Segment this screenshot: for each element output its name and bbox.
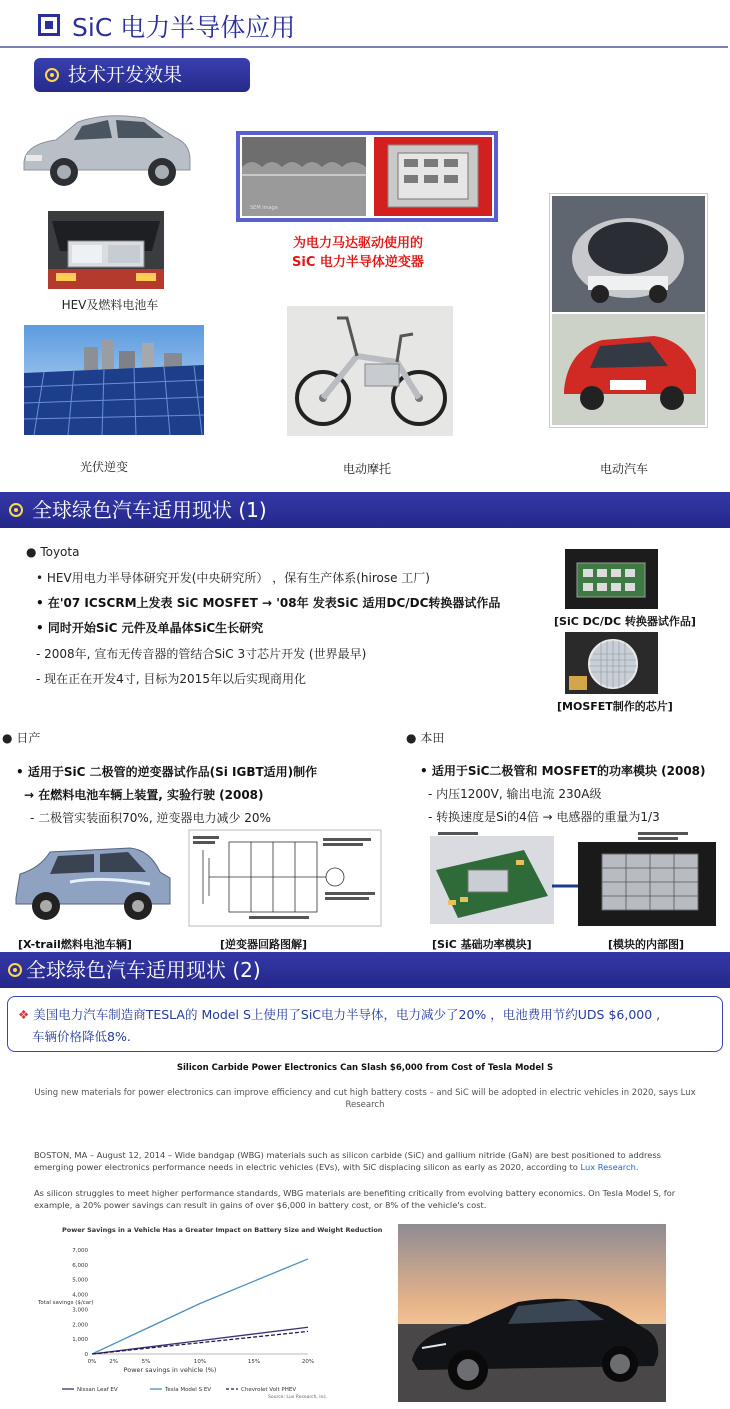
section-bar-global-1 [0,492,730,528]
bullet-circle-icon [9,503,23,517]
chart-legend-label: Chevrolet Volt PHEV [241,1387,297,1393]
toyota-line: - 现在正在开发4寸, 目标为2015年以后实现商用化 [36,672,306,686]
article-p1-line2-text: emerging power electronics performance needs in electric vehicles (EVs), with SiC displacing silicon as early as 2020, according to [34,1162,578,1172]
bullet-dot-icon: ● [2,731,13,745]
toyota-line: • HEV用电力半导体研究开发(中央研究所） ，保有生产体系(hirose 工厂) [36,571,430,585]
article-title: Silicon Carbide Power Electronics Can Slash $6,000 from Cost of Tesla Model S [176,1063,554,1073]
xtrail-caption: [X-trail燃料电池车辆] [18,938,132,951]
diamond-bullet-icon: ❖ [18,1007,30,1022]
chart-ylabel [37,1300,94,1306]
ev-caption: 电动汽车 [599,462,648,476]
toyota-name: Toyota [40,545,80,559]
article-p1-line1: BOSTON, MA – August 12, 2014 – Wide bandgap (WBG) materials such as silicon carbide (SiC) and gallium nitride (GaN) are best positioned to address [34,1150,661,1160]
inverter-circuit-diagram [189,830,381,926]
chart-series-line [92,1259,308,1354]
chart-x-tick-label: 20% [301,1359,315,1365]
sic-dcdc-photo [565,549,658,609]
bullet-dot-icon: ● [26,545,37,559]
bullet-circle-icon [8,963,22,977]
chart-y-tick-label: 6,000 [72,1262,88,1269]
chart-x-tick-label: 0% [87,1359,97,1365]
honda-module-caption: [SiC 基础功率模块] [432,938,532,951]
section-bar-global-2 [0,952,730,988]
honda-line: - 转换速度是Si的4倍 → 电感器的重量为1/3 [428,810,660,824]
toyota-line: • 同时开始SiC 元件及单晶体SiC生长研究 [36,621,264,635]
chart-y-tick-label: 2,000 [72,1322,88,1329]
toyota-heading [26,545,79,559]
sedan-photo [16,100,196,192]
lux-research-link[interactable]: Lux Research. [580,1162,639,1172]
article-subtitle [20,1087,710,1111]
nissan-heading [2,729,40,746]
chart-legend-label: Nissan Leaf EV [77,1387,118,1393]
inverter-photo [240,135,494,218]
inverter-caption-line2: SiC 电力半导体逆变器 [292,255,424,270]
tesla-line2: 车辆价格降低8%. [32,1029,131,1044]
chart-x-tick-label: 10% [193,1359,207,1365]
section-pill-label: 技术开发效果 [68,64,183,86]
nissan-line: → 在燃料电池车辆上装置, 实验行驶 (2008) [24,788,264,802]
chart-x-tick-label: 5% [141,1359,151,1365]
chart-y-tick-label: 1,000 [72,1337,88,1344]
mosfet-caption: [MOSFET制作的芯片] [557,700,673,713]
tesla-summary-text [18,1004,718,1048]
inverter-caption-line1: 为电力马达驱动使用的 [292,236,423,251]
nissan-line: - 二极管实装面积70%, 逆变器电力减少 20% [30,811,271,825]
power-savings-chart [30,1222,383,1402]
chart-ylabel-line: Total savings ($/car) [38,1300,94,1306]
chart-legend-label: Tesla Model S EV [165,1387,212,1393]
chart-y-tick-label: 0 [84,1352,88,1358]
circuit-caption: [逆变器回路图解] [220,938,308,951]
article-paragraph-1 [34,1149,714,1173]
section-bar-label: 全球绿色汽车适用现状 (1) [32,498,267,522]
sic-dcdc-caption: [SiC DC/DC 转换器试作品] [554,615,696,628]
chart-x-tick-label: 15% [247,1359,261,1365]
honda-name: 本田 [420,731,445,745]
toyota-line: • 在'07 ICSCRM上发表 SiC MOSFET → '08年 发表SiC 适用DC/DC转换器试作品 [36,596,501,610]
honda-module-photos [428,830,718,928]
nissan-name: 日产 [16,731,41,745]
section-pill-tech-effects [34,58,250,92]
article-subtitle-line1: Using new materials for power electronics can improve efficiency and cut high battery costs – and SiC will be adopted in electric vehicles in 2020, says Lux [34,1088,696,1098]
article-subtitle-line2: Research [345,1100,385,1110]
honda-internal-caption: [模块的内部图] [608,938,685,951]
tesla-line1: 美国电力汽车制造商TESLA的 Model S上使用了SiC电力半导体，电力减少了20% ，电池费用节约UDS $6,000 , [33,1007,661,1022]
toyota-line: - 2008年, 宣布无传音器的管结合SiC 3寸芯片开发 (世界最早) [36,647,367,661]
chart-y-tick-label: 3,000 [72,1307,88,1314]
page-title: SiC 电力半导体应用 [72,13,296,42]
honda-heading [406,729,444,746]
chart-y-tick-label: 4,000 [72,1292,88,1299]
ev-photo-frame [549,193,708,428]
xtrail-photo [10,838,176,926]
title-divider [0,46,728,48]
chart-title: Power Savings in a Vehicle Has a Greater Impact on Battery Size and Weight Reduction [62,1226,383,1234]
hev-battery-photo [48,211,164,289]
honda-line: - 内压1200V, 输出电流 230A级 [428,787,602,801]
honda-line: • 适用于SiC二极管和 MOSFET的功率模块 (2008) [420,764,706,778]
bike-caption: 电动摩托 [342,462,391,476]
tesla-summary-line1 [18,1004,718,1026]
chart-xlabel: Power savings in vehicle (%) [123,1366,217,1374]
inverter-photo-frame [236,131,498,222]
chart-y-tick-label: 7,000 [72,1248,88,1254]
ev-photos [550,194,707,427]
inverter-caption [266,234,450,272]
solar-panel-photo [24,325,204,435]
article-p2-line2: example, a 20% power savings can result in gains of over $6,000 in battery cost, or 8% of the vehicle's cost. [34,1200,487,1210]
solar-caption: 光伏逆变 [79,460,128,474]
article-paragraph-2 [34,1187,714,1211]
chart-x-tick-label: 2% [109,1359,118,1365]
hev-caption: HEV及燃料电池车 [61,298,159,312]
bullet-circle-icon [45,68,59,82]
title-square-icon [38,14,60,36]
chart-y-tick-label: 5,000 [72,1277,88,1284]
chart-source: Source: Lux Research, Inc. [268,1395,328,1400]
nissan-line: • 适用于SiC 二极管的逆变器试作品(Si IGBT适用)制作 [16,765,318,779]
bullet-dot-icon: ● [406,731,417,745]
electric-bike-photo [287,306,453,436]
article-p1-line2 [34,1161,714,1173]
sem-label: SEM image [250,205,278,211]
section-bar-label: 全球绿色汽车适用现状 (2) [26,958,261,982]
tesla-model-s-photo [398,1224,666,1402]
mosfet-wafer-photo [565,632,658,694]
article-p2-line1: As silicon struggles to meet higher performance standards, WBG materials are benefiting critically from evolving battery economics. On Tesla Model S, for [34,1188,676,1198]
chart-series-line [92,1331,308,1354]
